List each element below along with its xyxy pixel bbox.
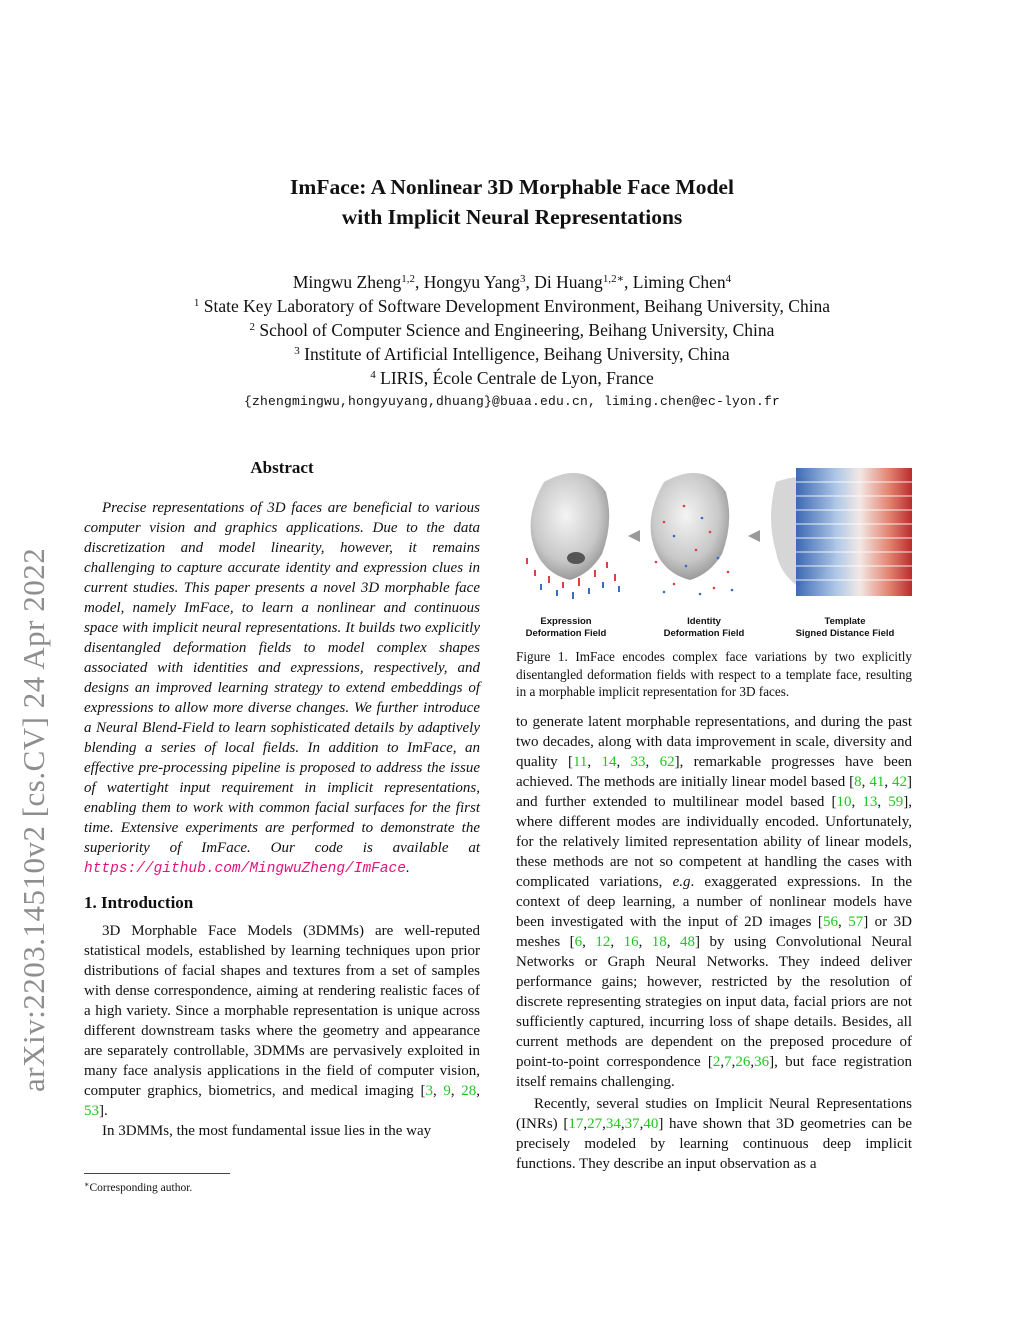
- citation[interactable]: 42: [892, 774, 908, 790]
- author-emails[interactable]: {zhengmingwu,hongyuyang,dhuang}@buaa.edu.cn, liming.chen@ec-lyon.fr: [243, 394, 781, 409]
- footnote-rule: [84, 1173, 230, 1174]
- intro-text: 3D Morphable Face Models (3DMMs) are well-reputed statistical models, established by learning techniques upon prior distributions of facial shapes and textures from a set of samples with dense correspondence, aiming at rendering realistic faces of a high variety. Since a morphable representation is unique across different downstream tasks where the geometry and appearance are separately controllable, 3DMMs are pervasively exploited in many face analysis applications in the field of computer vision, computer graphics, biometrics, and medical imaging [: [84, 923, 480, 1099]
- citation[interactable]: 33: [630, 754, 646, 770]
- citation[interactable]: 37: [624, 1116, 640, 1132]
- affiliation-4-number: 4: [370, 369, 376, 381]
- affiliation-3-number: 3: [294, 345, 300, 357]
- label-template-line1: Template: [824, 616, 866, 627]
- author-1-affil: 1,2: [401, 273, 415, 285]
- title-line-2: with Implicit Neural Representations: [341, 205, 683, 229]
- citation[interactable]: 59: [888, 794, 904, 810]
- arxiv-stamp: arXiv:2203.14510v2 [cs.CV] 24 Apr 2022: [16, 547, 51, 1092]
- citation[interactable]: 3: [425, 1083, 433, 1099]
- expression-face: [526, 473, 620, 599]
- author-4-affil: 4: [725, 273, 732, 285]
- cite-sep: ,: [476, 1083, 481, 1099]
- body-text: to generate latent morphable representations, and during the past two decades, along with data improvement in scale, diversity and quality [: [516, 714, 912, 770]
- citation[interactable]: 14: [601, 754, 617, 770]
- footnote: [84, 1180, 192, 1194]
- label-expression-line1: Expression: [540, 616, 592, 627]
- author-1: Mingwu Zheng: [292, 272, 402, 292]
- intro-paragraph-2: In 3DMMs, the most fundamental issue lies in the way: [102, 1123, 432, 1139]
- citation[interactable]: 56: [822, 914, 838, 930]
- affiliation-4-text: LIRIS, École Centrale de Lyon, France: [380, 368, 654, 388]
- intro-text-end: ].: [99, 1103, 108, 1119]
- citation[interactable]: 7: [724, 1054, 732, 1070]
- arrow-right-icon: [748, 530, 760, 542]
- code-link[interactable]: https://github.com/MingwuZheng/ImFace: [84, 861, 406, 877]
- cite-sep: ,: [450, 1083, 462, 1099]
- citation[interactable]: 62: [659, 754, 675, 770]
- citation[interactable]: 11: [572, 754, 588, 770]
- citation[interactable]: 57: [848, 914, 864, 930]
- label-expression-line2: Deformation Field: [525, 628, 607, 639]
- affiliation-2-number: 2: [249, 321, 256, 333]
- citation[interactable]: 41: [869, 774, 885, 790]
- body-text: ] and further extended to multilinear model based [: [516, 774, 913, 810]
- citation[interactable]: 36: [754, 1054, 770, 1070]
- label-identity-line2: Deformation Field: [663, 628, 745, 639]
- arrow-right-icon: [628, 530, 640, 542]
- citation[interactable]: 16: [623, 934, 639, 950]
- body-text: ] or 3D meshes [: [516, 914, 913, 950]
- left-column: [84, 458, 480, 1141]
- figure-1: [514, 462, 916, 644]
- affiliation-1-number: 1: [193, 297, 200, 309]
- citation[interactable]: 6: [574, 934, 583, 950]
- abstract-end: .: [405, 860, 410, 876]
- right-column: [516, 712, 912, 1174]
- body-text: ], but face registration itself remains challenging.: [516, 1054, 912, 1090]
- label-identity-line1: Identity: [687, 616, 721, 627]
- template-sdf: [771, 468, 912, 596]
- intro-paragraph-3: to generate latent morphable representations, and during the past two decades, along with data improvement in scale, diversity and quality [11, 14, 33, 62], remarkable progresses have been achieved. The methods are initially linear model based [8, 41, 42] and further extended to multilinear model based [10, 13, 59], where different modes are individually encoded. Unfortunately, for the relatively limited representation ability of linear models, these methods are not so competent at handling the cases with complicated variations, e.g. exaggerated expressions. In the context of deep learning, a number of nonlinear models have been investigated with the input of 2D images [56, 57] or 3D meshes [6, 12, 16, 18, 48] by using Convolutional Neural Networks or Graph Neural Networks. They indeed deliver performance gains; however, restricted by the resolution of discrete representing strategies on input data, facial priors are not sufficiently captured, incurring loss of shape details. Besides, all current methods are dependent on the preposed procedure of point-to-point correspondence [2,7,26,36], but face registration itself remains challenging.: [516, 714, 913, 1090]
- author-block: [0, 270, 1024, 414]
- abstract-body: Precise representations of 3D faces are beneficial to various computer vision and graphics applications. Due to the data discretization and model linearity, however, it remains challenging to capture accurate identity and expression clues in current studies. This paper presents a novel 3D morphable face model, namely ImFace, to learn a nonlinear and continuous space with implicit neural representations. It builds two explicitly disentangled deformation fields to model complex shapes associated with identities and expressions, respectively, and designs an improved learning strategy to extend embeddings of expressions to allow more diverse changes. We further introduce a Neural Blend-Field to learn sophisticated details by adaptively blending a series of local fields. In addition to ImFace, an effective pre-processing pipeline is proposed to address the issue of watertight input requirement in implicit representations, enabling them to work with common facial surfaces for the first time. Extensive experiments are performed to demonstrate the superiority of ImFace. Our code is available at: [84, 500, 480, 856]
- footnote-text: Corresponding author.: [89, 1182, 193, 1194]
- abstract-heading: Abstract: [250, 458, 314, 477]
- citation[interactable]: 48: [680, 934, 695, 950]
- citation[interactable]: 28: [461, 1083, 477, 1099]
- body-text: ], remarkable progresses have been achieved. The methods are initially linear model based [: [516, 754, 913, 790]
- label-identity-field: [652, 616, 756, 640]
- footnote-mark: ∗: [84, 1180, 90, 1189]
- body-text: ] have shown that 3D geometries can be precisely modeled by learning continuous deep implicit functions. They describe an input observation as a: [516, 1116, 912, 1172]
- citation[interactable]: 40: [643, 1116, 659, 1132]
- figure-caption: Figure 1. ImFace encodes complex face variations by two explicitly disentangled deformation fields with respect to a template face, resulting in a morphable implicit representation for 3D faces.: [516, 649, 912, 699]
- body-text: ] by using Convolutional Neural Networks or Graph Neural Networks. They indeed deliver performance gains; however, restricted by the resolution of discrete representing strategies on input data, facial priors are not sufficiently captured, incurring loss of shape details. Besides, all current methods are dependent on the preposed procedure of point-to-point correspondence [: [516, 934, 913, 1070]
- figure-illustration: [514, 462, 916, 612]
- author-2: Hongyu Yang: [423, 272, 521, 292]
- paper-title: [0, 172, 1024, 232]
- intro-paragraph-1: [84, 921, 480, 1121]
- body-text: ], where different modes are individually encoded. Unfortunately, for the relatively limited representation ability of linear models, these methods are not so competent at handling the cases with complicated variations,: [516, 794, 913, 890]
- author-3: Di Huang: [534, 272, 603, 292]
- intro-heading: 1. Introduction: [84, 893, 194, 912]
- identity-face: [651, 473, 734, 595]
- citation[interactable]: 27: [587, 1116, 603, 1132]
- affiliation-2: [0, 318, 1024, 342]
- citation[interactable]: 10: [836, 794, 852, 810]
- affiliation-2-text: School of Computer Science and Engineering, Beihang University, China: [259, 320, 775, 340]
- affiliation-4: [0, 366, 1024, 390]
- label-template-field: [780, 616, 910, 640]
- intro-paragraph-4: Recently, several studies on Implicit Neural Representations (INRs) [17,27,34,37,40] have shown that 3D geometries can be precisely modeled by learning continuous deep implicit functions. They describe an input observation as a: [516, 1096, 912, 1172]
- affiliation-3-text: Institute of Artificial Intelligence, Beihang University, China: [304, 344, 730, 364]
- citation[interactable]: 9: [443, 1083, 451, 1099]
- affiliation-3: [0, 342, 1024, 366]
- cite-sep: ,: [432, 1083, 444, 1099]
- body-text: Recently, several studies on Implicit Neural Representations (INRs) [: [516, 1096, 912, 1132]
- author-names: Mingwu Zheng$^{1,2}$, Hongyu Yang$^3$, Di Huang$^{1,2∗}$, Liming Chen$^4$: [292, 272, 732, 292]
- citation[interactable]: 8: [854, 774, 862, 790]
- citation[interactable]: 12: [595, 934, 611, 950]
- citation[interactable]: 17: [568, 1116, 584, 1132]
- author-4: Liming Chen: [632, 272, 726, 292]
- body-text: . exaggerated expressions. In the context of deep learning, a number of nonlinear models have been investigated with the input of 2D images [: [516, 874, 913, 930]
- citation[interactable]: 26: [735, 1054, 751, 1070]
- affiliation-1: [0, 294, 1024, 318]
- citation[interactable]: 53: [84, 1103, 99, 1119]
- citation[interactable]: 2: [712, 1054, 721, 1070]
- author-2-affil: 3: [520, 273, 526, 285]
- title-line-1: ImFace: A Nonlinear 3D Morphable Face Model: [290, 175, 734, 199]
- citation[interactable]: 18: [651, 934, 667, 950]
- citation[interactable]: 34: [605, 1116, 621, 1132]
- author-3-affil: 1,2: [602, 273, 617, 285]
- label-template-line2: Signed Distance Field: [795, 628, 895, 639]
- body-text-italic: e.g: [672, 874, 691, 890]
- corresponding-mark: ∗: [616, 273, 625, 285]
- citation[interactable]: 13: [862, 794, 878, 810]
- label-expression-field: [514, 616, 618, 640]
- affiliation-1-text: State Key Laboratory of Software Development Environment, Beihang University, China: [203, 296, 831, 316]
- abstract-text: [84, 498, 480, 879]
